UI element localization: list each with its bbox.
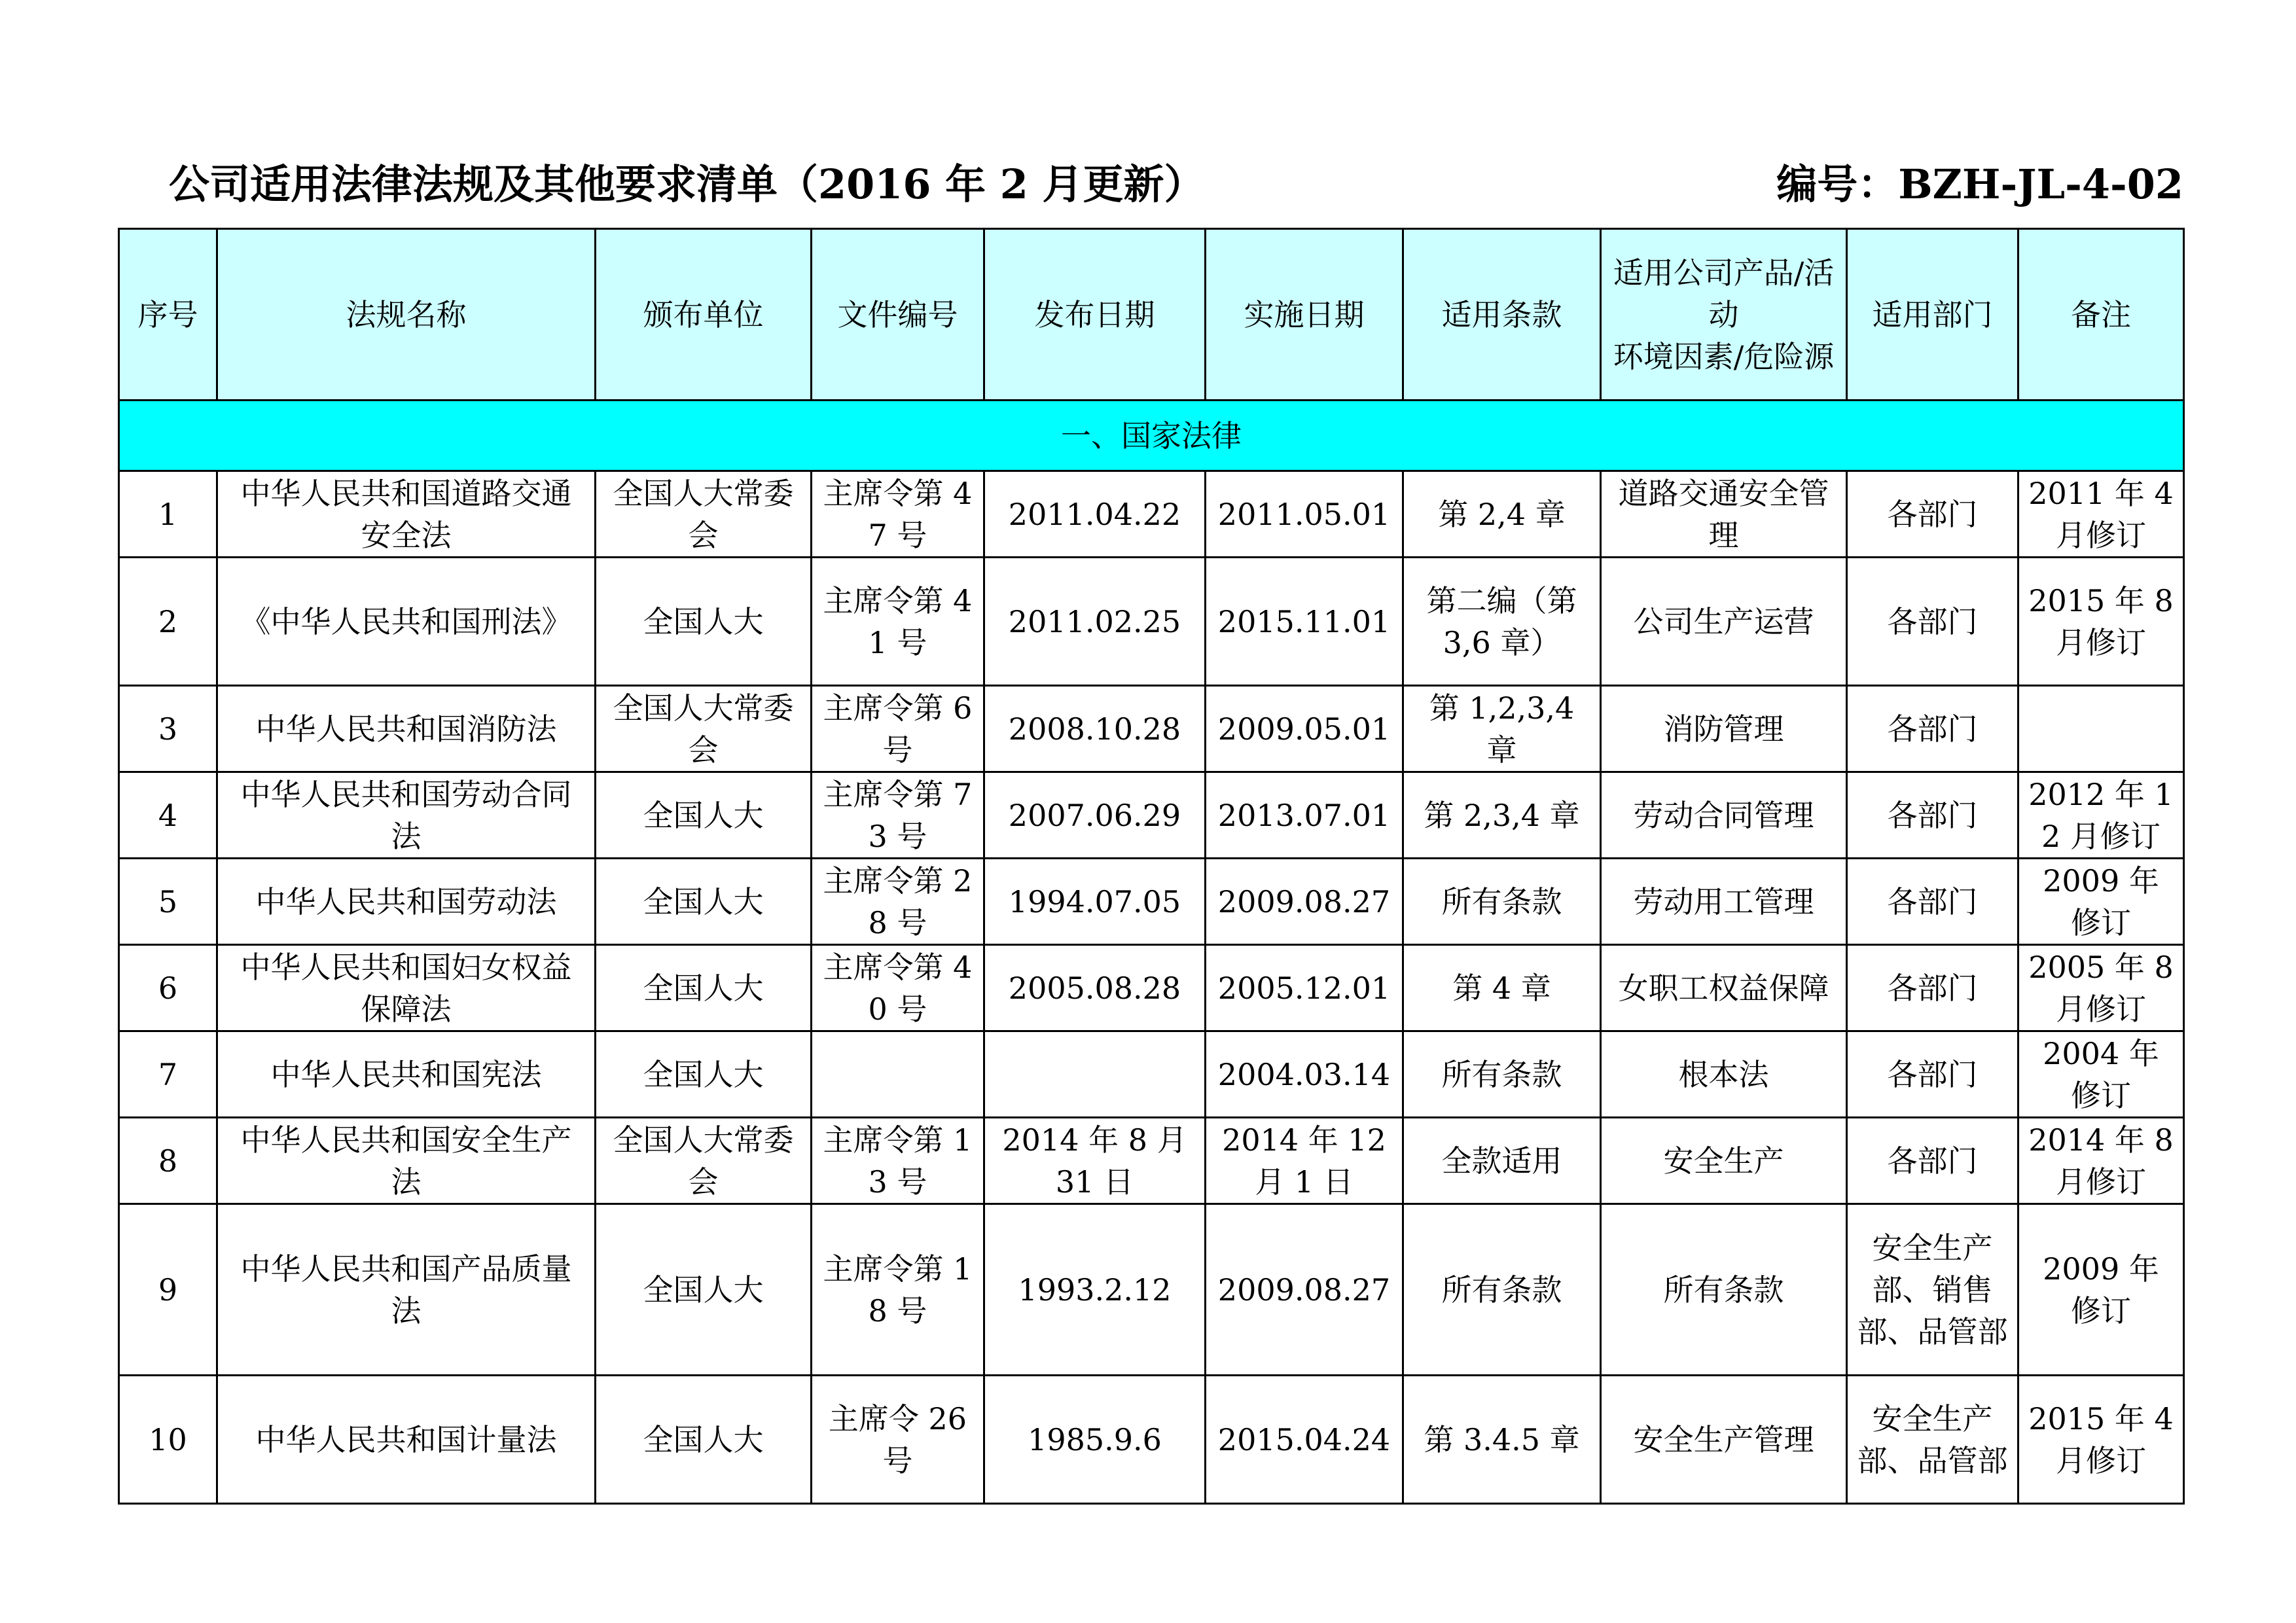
cell-activities: 道路交通安全管理 xyxy=(1601,471,1847,558)
cell-effective-date: 2009.08.27 xyxy=(1206,1204,1403,1376)
cell-name: 中华人民共和国安全生产法 xyxy=(217,1118,596,1204)
cell-department: 各部门 xyxy=(1847,1031,2018,1118)
col-header-publish-date: 发布日期 xyxy=(984,229,1206,401)
cell-department: 各部门 xyxy=(1847,471,2018,558)
cell-remarks: 2011 年 4 月修订 xyxy=(2018,471,2184,558)
document-number: 编号：BZH-JL-4-02 xyxy=(1776,160,2183,208)
table-row xyxy=(119,1204,2184,1376)
table-header-row xyxy=(119,229,2184,401)
cell-file-no: 主席令第 47 号 xyxy=(812,471,984,558)
cell-name: 中华人民共和国计量法 xyxy=(217,1376,596,1504)
cell-file-no: 主席令第 41 号 xyxy=(812,558,984,686)
cell-publish-date: 2008.10.28 xyxy=(984,686,1206,772)
cell-department: 各部门 xyxy=(1847,558,2018,686)
cell-publish-date: 1994.07.05 xyxy=(984,859,1206,945)
table-row xyxy=(119,686,2184,772)
cell-activities: 劳动合同管理 xyxy=(1601,772,1847,859)
section-title: 一、国家法律 xyxy=(119,401,2184,471)
cell-effective-date: 2009.08.27 xyxy=(1206,859,1403,945)
cell-department: 安全生产部、销售部、品管部 xyxy=(1847,1204,2018,1376)
cell-effective-date: 2015.04.24 xyxy=(1206,1376,1403,1504)
col-header-activities: 适用公司产品/活动 环境因素/危险源 xyxy=(1601,229,1847,401)
regulations-table xyxy=(118,228,2185,1505)
cell-clauses: 所有条款 xyxy=(1403,859,1601,945)
cell-name: 中华人民共和国消防法 xyxy=(217,686,596,772)
cell-issuer: 全国人大 xyxy=(596,772,812,859)
cell-index: 10 xyxy=(119,1376,217,1504)
cell-publish-date: 2014 年 8 月 31 日 xyxy=(984,1118,1206,1204)
cell-effective-date: 2009.05.01 xyxy=(1206,686,1403,772)
table-row xyxy=(119,1118,2184,1204)
cell-remarks: 2005 年 8 月修订 xyxy=(2018,945,2184,1031)
col-header-index: 序号 xyxy=(119,229,217,401)
cell-index: 2 xyxy=(119,558,217,686)
cell-issuer: 全国人大 xyxy=(596,1376,812,1504)
cell-clauses: 第 3.4.5 章 xyxy=(1403,1376,1601,1504)
cell-publish-date: 2011.02.25 xyxy=(984,558,1206,686)
cell-publish-date: 2011.04.22 xyxy=(984,471,1206,558)
col-header-remarks: 备注 xyxy=(2018,229,2184,401)
cell-effective-date: 2004.03.14 xyxy=(1206,1031,1403,1118)
cell-department: 各部门 xyxy=(1847,945,2018,1031)
cell-issuer: 全国人大常委会 xyxy=(596,471,812,558)
cell-name: 中华人民共和国产品质量法 xyxy=(217,1204,596,1376)
cell-clauses: 第二编（第 3,6 章） xyxy=(1403,558,1601,686)
cell-file-no xyxy=(812,1031,984,1118)
cell-issuer: 全国人大 xyxy=(596,558,812,686)
cell-name: 中华人民共和国劳动法 xyxy=(217,859,596,945)
cell-name: 《中华人民共和国刑法》 xyxy=(217,558,596,686)
table-row xyxy=(119,772,2184,859)
table-row xyxy=(119,471,2184,558)
cell-file-no: 主席令第 40 号 xyxy=(812,945,984,1031)
cell-clauses: 第 1,2,3,4 章 xyxy=(1403,686,1601,772)
col-header-file-no: 文件编号 xyxy=(812,229,984,401)
cell-file-no: 主席令第 28 号 xyxy=(812,859,984,945)
cell-publish-date: 1993.2.12 xyxy=(984,1204,1206,1376)
cell-effective-date: 2014 年 12 月 1 日 xyxy=(1206,1118,1403,1204)
cell-file-no: 主席令第 18 号 xyxy=(812,1204,984,1376)
cell-publish-date xyxy=(984,1031,1206,1118)
cell-activities: 公司生产运营 xyxy=(1601,558,1847,686)
cell-clauses: 所有条款 xyxy=(1403,1031,1601,1118)
col-header-issuer: 颁布单位 xyxy=(596,229,812,401)
cell-name: 中华人民共和国妇女权益保障法 xyxy=(217,945,596,1031)
cell-remarks: 2015 年 8 月修订 xyxy=(2018,558,2184,686)
cell-issuer: 全国人大 xyxy=(596,1031,812,1118)
cell-effective-date: 2011.05.01 xyxy=(1206,471,1403,558)
cell-remarks: 2014 年 8 月修订 xyxy=(2018,1118,2184,1204)
cell-remarks: 2012 年 12 月修订 xyxy=(2018,772,2184,859)
cell-file-no: 主席令第 73 号 xyxy=(812,772,984,859)
cell-file-no: 主席令 26 号 xyxy=(812,1376,984,1504)
table-row xyxy=(119,1376,2184,1504)
cell-issuer: 全国人大 xyxy=(596,859,812,945)
cell-index: 3 xyxy=(119,686,217,772)
cell-publish-date: 1985.9.6 xyxy=(984,1376,1206,1504)
cell-index: 5 xyxy=(119,859,217,945)
cell-department: 各部门 xyxy=(1847,1118,2018,1204)
cell-activities: 劳动用工管理 xyxy=(1601,859,1847,945)
table-row xyxy=(119,1031,2184,1118)
cell-name: 中华人民共和国道路交通安全法 xyxy=(217,471,596,558)
cell-activities: 所有条款 xyxy=(1601,1204,1847,1376)
cell-activities: 安全生产 xyxy=(1601,1118,1847,1204)
cell-activities: 安全生产管理 xyxy=(1601,1376,1847,1504)
cell-index: 7 xyxy=(119,1031,217,1118)
table-row xyxy=(119,945,2184,1031)
cell-department: 各部门 xyxy=(1847,859,2018,945)
cell-file-no: 主席令第 13 号 xyxy=(812,1118,984,1204)
cell-remarks: 2009 年修订 xyxy=(2018,1204,2184,1376)
cell-remarks: 2009 年修订 xyxy=(2018,859,2184,945)
cell-clauses: 第 2,3,4 章 xyxy=(1403,772,1601,859)
cell-index: 4 xyxy=(119,772,217,859)
cell-index: 9 xyxy=(119,1204,217,1376)
cell-index: 8 xyxy=(119,1118,217,1204)
cell-remarks: 2004 年修订 xyxy=(2018,1031,2184,1118)
cell-department: 各部门 xyxy=(1847,772,2018,859)
cell-effective-date: 2013.07.01 xyxy=(1206,772,1403,859)
col-header-name: 法规名称 xyxy=(217,229,596,401)
cell-activities: 女职工权益保障 xyxy=(1601,945,1847,1031)
cell-clauses: 第 4 章 xyxy=(1403,945,1601,1031)
col-header-clauses: 适用条款 xyxy=(1403,229,1601,401)
cell-name: 中华人民共和国宪法 xyxy=(217,1031,596,1118)
cell-clauses: 第 2,4 章 xyxy=(1403,471,1601,558)
cell-file-no: 主席令第 6 号 xyxy=(812,686,984,772)
cell-effective-date: 2015.11.01 xyxy=(1206,558,1403,686)
cell-name: 中华人民共和国劳动合同法 xyxy=(217,772,596,859)
table-row xyxy=(119,859,2184,945)
table-row xyxy=(119,558,2184,686)
cell-clauses: 全款适用 xyxy=(1403,1118,1601,1204)
cell-publish-date: 2007.06.29 xyxy=(984,772,1206,859)
cell-index: 1 xyxy=(119,471,217,558)
cell-remarks: 2015 年 4 月修订 xyxy=(2018,1376,2184,1504)
cell-issuer: 全国人大常委会 xyxy=(596,686,812,772)
cell-department: 安全生产部、品管部 xyxy=(1847,1376,2018,1504)
document-title: 公司适用法律法规及其他要求清单（2016 年 2 月更新） xyxy=(169,160,1205,208)
cell-index: 6 xyxy=(119,945,217,1031)
cell-issuer: 全国人大常委会 xyxy=(596,1118,812,1204)
cell-publish-date: 2005.08.28 xyxy=(984,945,1206,1031)
cell-issuer: 全国人大 xyxy=(596,1204,812,1376)
cell-issuer: 全国人大 xyxy=(596,945,812,1031)
col-header-department: 适用部门 xyxy=(1847,229,2018,401)
col-header-effective-date: 实施日期 xyxy=(1206,229,1403,401)
cell-effective-date: 2005.12.01 xyxy=(1206,945,1403,1031)
cell-activities: 消防管理 xyxy=(1601,686,1847,772)
cell-remarks xyxy=(2018,686,2184,772)
cell-department: 各部门 xyxy=(1847,686,2018,772)
cell-activities: 根本法 xyxy=(1601,1031,1847,1118)
cell-clauses: 所有条款 xyxy=(1403,1204,1601,1376)
section-row xyxy=(119,401,2184,471)
